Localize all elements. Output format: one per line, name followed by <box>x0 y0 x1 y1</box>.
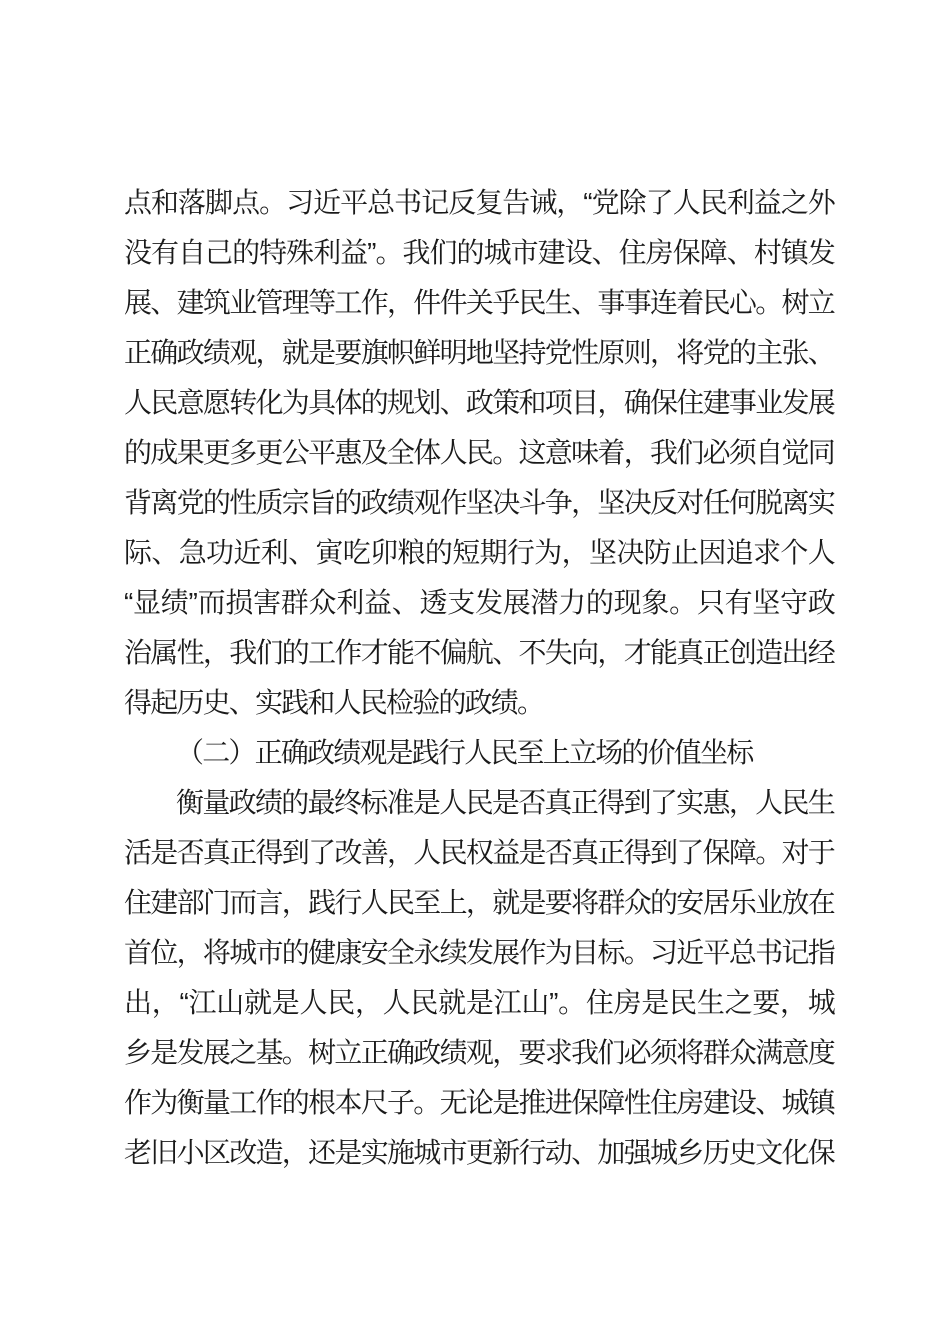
text-line: 背离党的性质宗旨的政绩观作坚决斗争，坚决反对任何脱离实 <box>124 487 834 518</box>
text-line: 际、急功近利、寅吃卯粮的短期行为，坚决防止因追求个人 <box>124 537 834 568</box>
text-line: 活是否真正得到了改善，人民权益是否真正得到了保障。对于 <box>124 837 834 868</box>
document-text-block <box>124 178 834 1178</box>
text-line: 展、建筑业管理等工作，件件关乎民生、事事连着民心。树立 <box>124 287 834 318</box>
text-line: 首位，将城市的健康安全永续发展作为目标。习近平总书记指 <box>124 937 834 968</box>
text-line: 人民意愿转化为具体的规划、政策和项目，确保住建事业发展 <box>124 387 834 418</box>
paragraph-first-line: 衡量政绩的最终标准是人民是否真正得到了实惠，人民生 <box>176 787 834 818</box>
text-line: 乡是发展之基。树立正确政绩观，要求我们必须将群众满意度 <box>124 1037 834 1068</box>
text-line: 点和落脚点。习近平总书记反复告诫，“党除了人民利益之外 <box>124 187 834 218</box>
section-heading: （二）正确政绩观是践行人民至上立场的价值坐标 <box>176 737 753 768</box>
text-line: 治属性，我们的工作才能不偏航、不失向，才能真正创造出经 <box>124 637 834 668</box>
text-line: 没有自己的特殊利益”。我们的城市建设、住房保障、村镇发 <box>124 237 834 268</box>
text-line: 的成果更多更公平惠及全体人民。这意味着，我们必须自觉同 <box>124 437 834 468</box>
text-line: 正确政绩观，就是要旗帜鲜明地坚持党性原则，将党的主张、 <box>124 337 834 368</box>
text-line: 出，“江山就是人民，人民就是江山”。住房是民生之要，城 <box>124 987 834 1018</box>
text-line: 老旧小区改造，还是实施城市更新行动、加强城乡历史文化保 <box>124 1137 834 1168</box>
text-line: “显绩”而损害群众利益、透支发展潜力的现象。只有坚守政 <box>124 587 834 618</box>
paragraph-last-line: 得起历史、实践和人民检验的政绩。 <box>124 687 544 718</box>
text-line: 住建部门而言，践行人民至上，就是要将群众的安居乐业放在 <box>124 887 834 918</box>
text-line: 作为衡量工作的根本尺子。无论是推进保障性住房建设、城镇 <box>124 1087 834 1118</box>
